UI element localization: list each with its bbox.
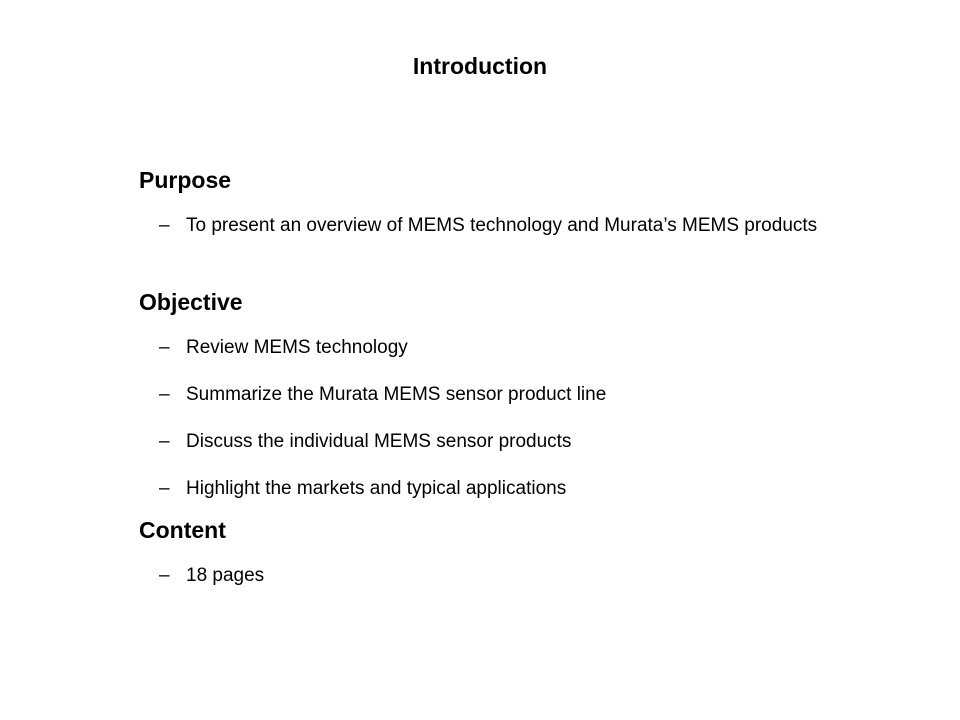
dash-marker: – [159,431,170,452]
bullet-list-purpose [139,212,819,239]
bullet-list-objective [139,334,819,502]
bullet-item [139,334,819,361]
bullet-item [139,428,819,455]
bullet-text: Review MEMS technology [186,337,408,358]
section-objective [139,288,819,502]
section-content [139,516,819,589]
dash-marker: – [159,215,170,236]
slide-title: Introduction [412,53,548,79]
section-heading-content: Content [139,517,226,543]
section-heading-purpose: Purpose [139,167,232,193]
dash-marker: – [159,565,170,586]
bullet-text: 18 pages [186,565,265,586]
bullet-text: Highlight the markets and typical applications [186,478,567,499]
bullet-item [139,562,819,589]
bullet-text: To present an overview of MEMS technology and Murata’s MEMS products [186,215,818,236]
bullet-item [139,475,819,502]
dash-marker: – [159,384,170,405]
bullet-text: Discuss the individual MEMS sensor products [186,431,572,452]
section-purpose [139,166,819,239]
bullet-item [139,212,819,239]
bullet-list-content [139,562,819,589]
dash-marker: – [159,478,170,499]
bullet-item [139,381,819,408]
bullet-text: Summarize the Murata MEMS sensor product line [186,384,607,405]
dash-marker: – [159,337,170,358]
section-heading-objective: Objective [139,289,243,315]
